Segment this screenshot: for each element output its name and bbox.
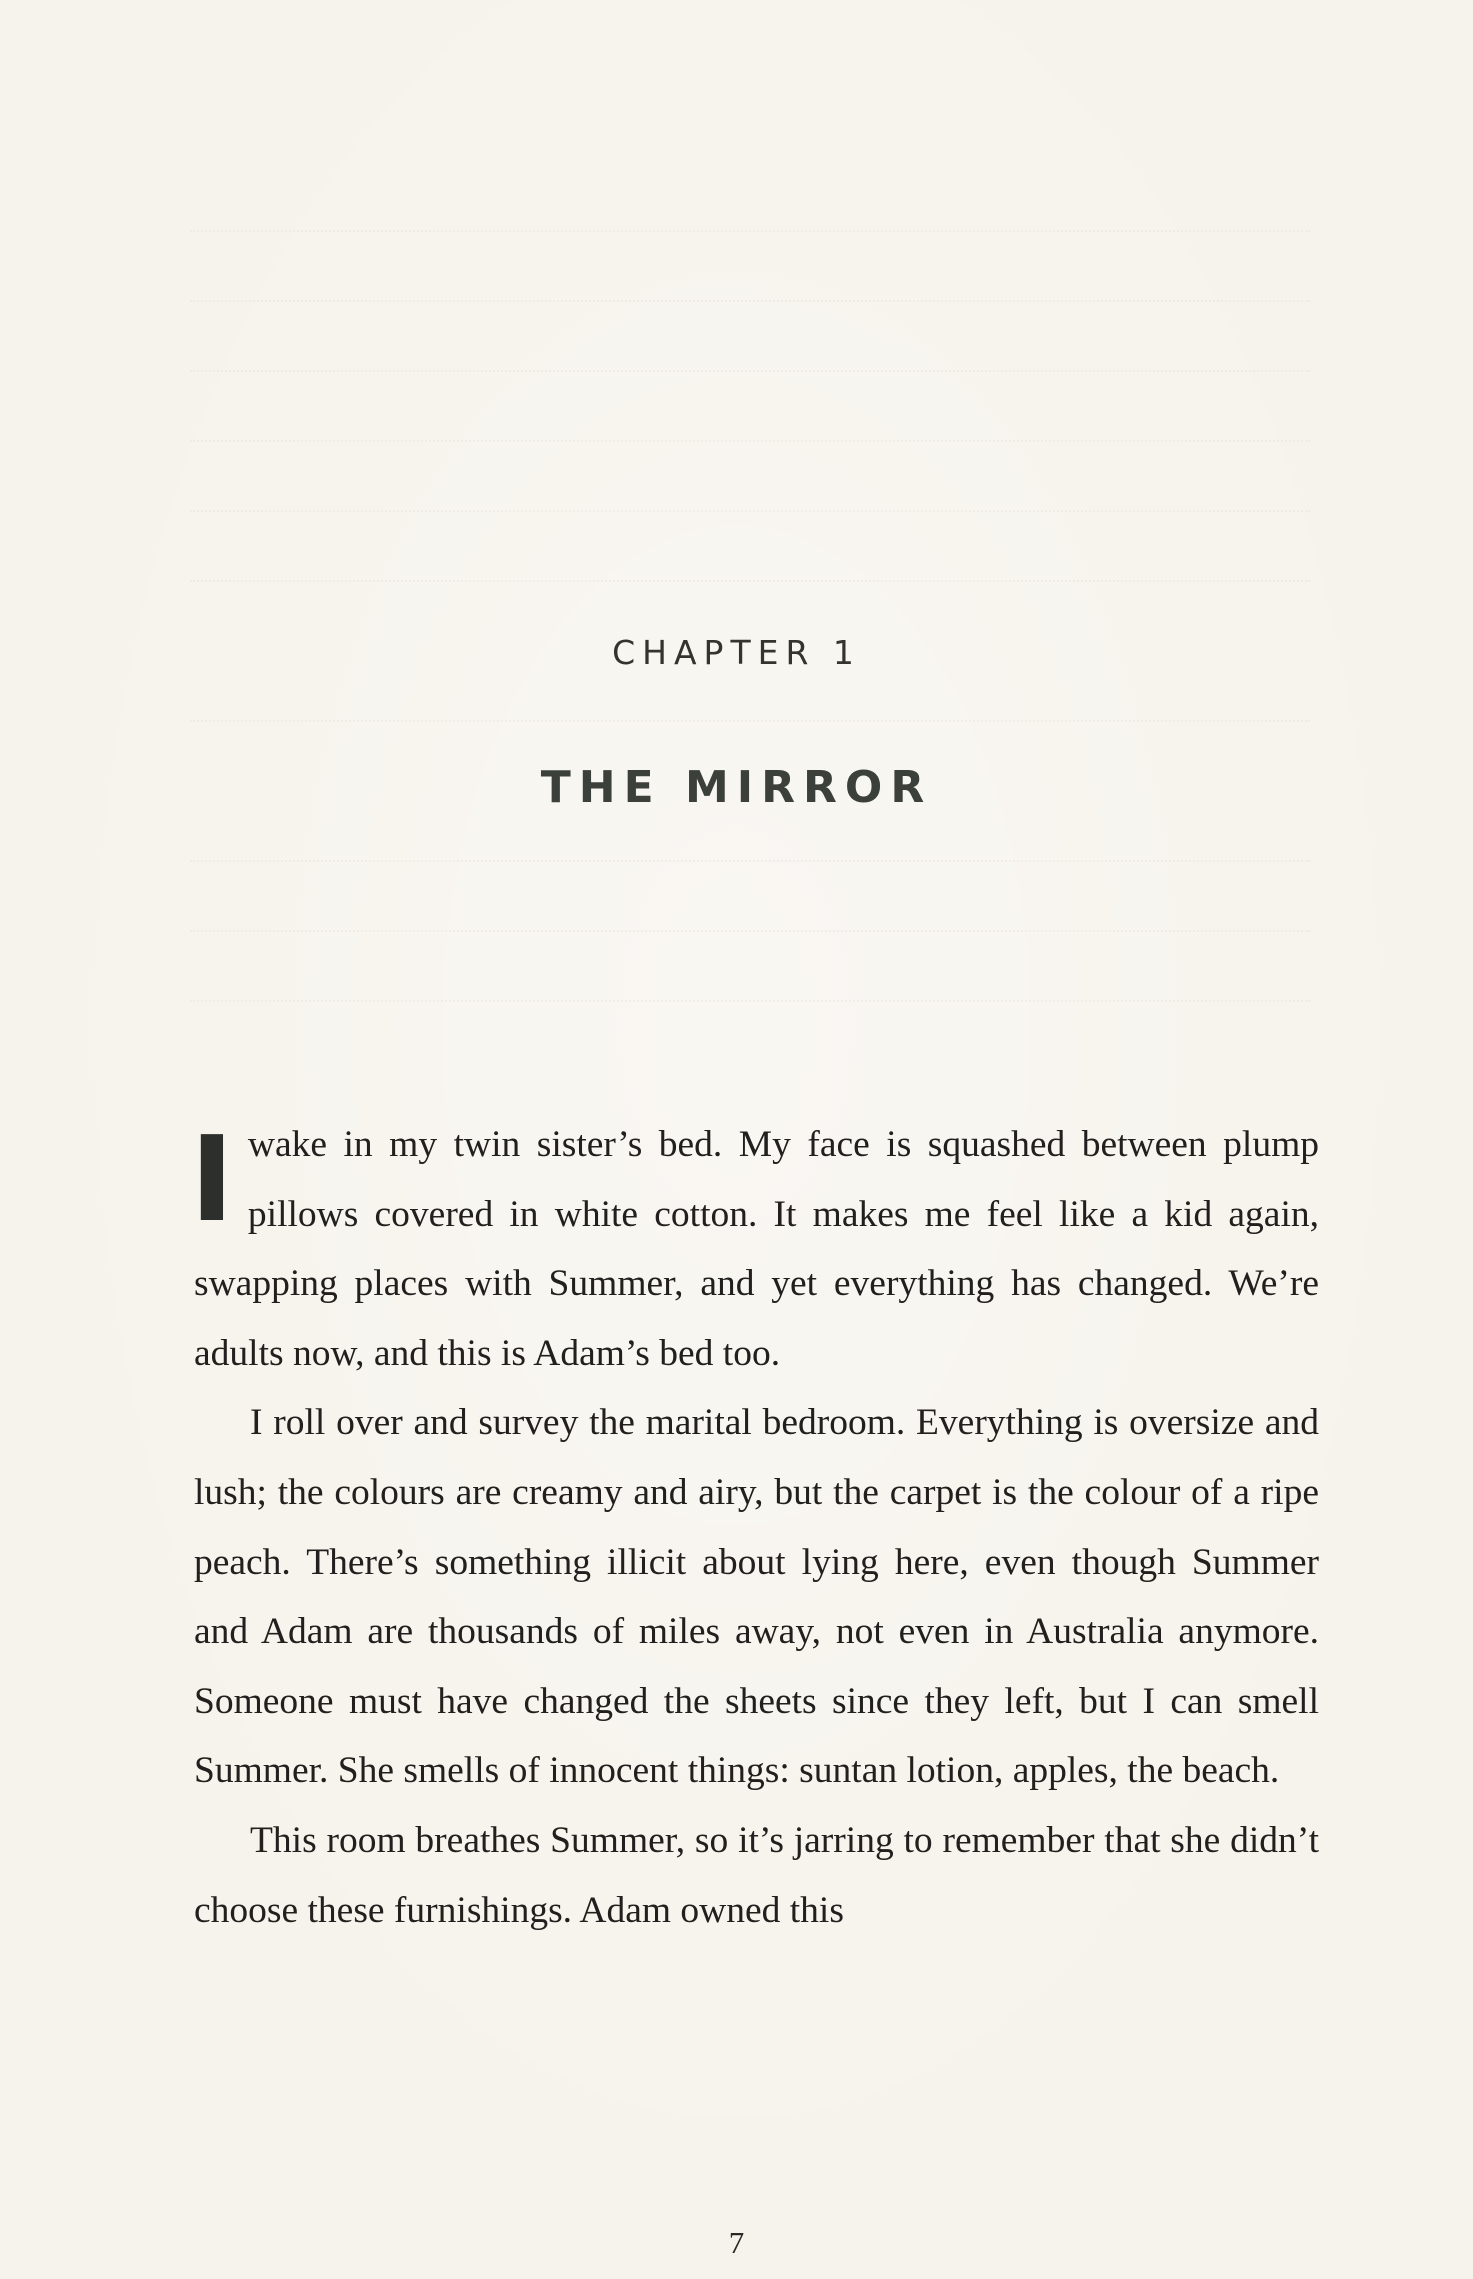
bleed-through-line [190, 370, 1310, 382]
paragraph: I roll over and survey the marital bedroom. Everything is oversize and lush; the colours are creamy and airy, but the carpet is the colour of a ripe peach. There’s something illicit about lying here, even though Summer and Adam are thousands of miles away, not even in Australia anymore. Someone must have changed the sheets since they left, but I can smell Summer. She smells of innocent things: suntan lotion, apples, the beach. [194, 1402, 1319, 1792]
bleed-through-line [190, 230, 1310, 242]
drop-cap: I [190, 1110, 234, 1248]
bleed-through-line [190, 860, 1310, 872]
bleed-through-line [190, 510, 1310, 522]
chapter-title: THE MIRROR [540, 762, 933, 813]
bleed-through-line [190, 440, 1310, 452]
bleed-through-line [190, 720, 1310, 732]
paragraph-text: wake in my twin sister’s bed. My face is squashed between plump pillows covered in white cotton. It makes me feel like a kid again, swapping places with Summer, and yet everything has changed. We’re adults now, and this is Adam’s bed too. [194, 1124, 1319, 1374]
chapter-number: CHAPTER 1 [612, 633, 861, 672]
paragraph: This room breathes Summer, so it’s jarring to remember that she didn’t choose these furnishings. Adam owned this [194, 1819, 1319, 1931]
chapter-body [190, 1110, 1319, 1945]
bleed-through-line [190, 930, 1310, 942]
bleed-through-line [190, 580, 1310, 592]
paragraph-first [190, 1110, 1319, 1388]
bleed-through-line [190, 1000, 1310, 1012]
page-number: 7 [728, 2225, 745, 2260]
bleed-through-line [190, 300, 1310, 312]
